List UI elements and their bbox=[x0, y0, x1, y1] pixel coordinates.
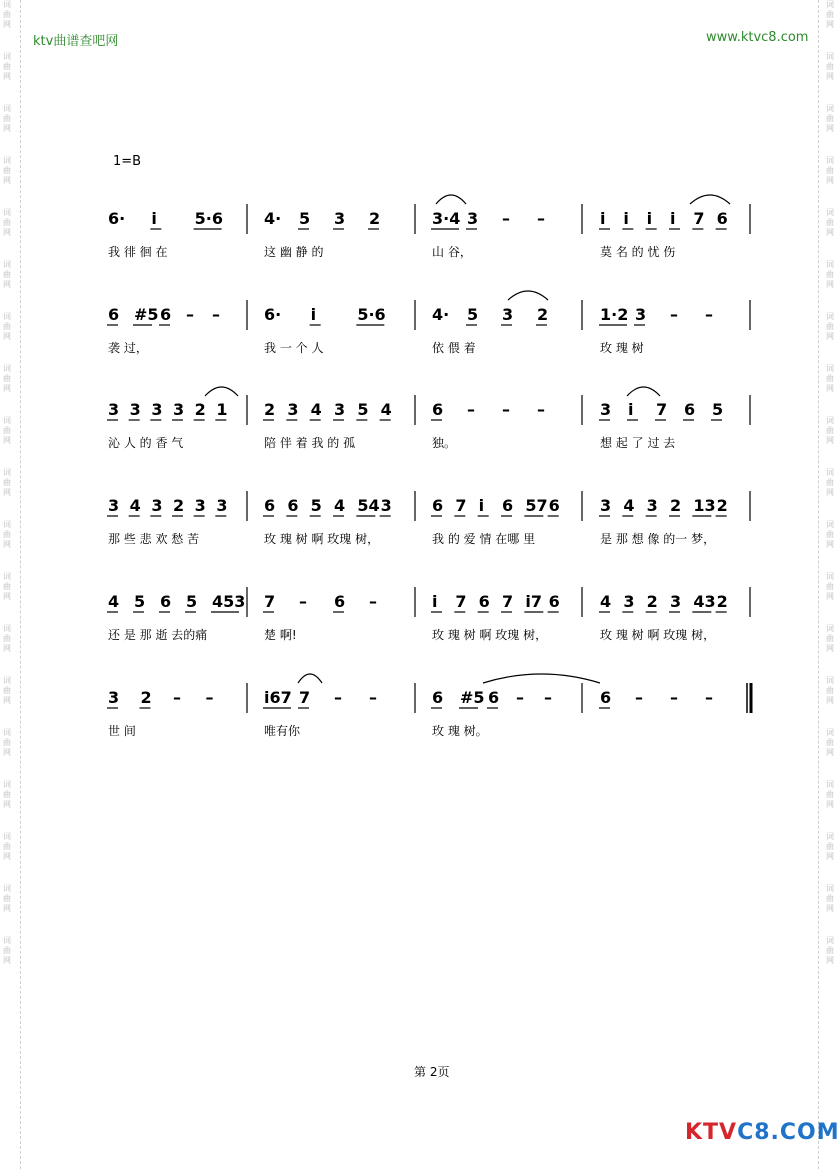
note-token: 7 bbox=[502, 592, 514, 611]
note-token: 2 bbox=[670, 496, 682, 515]
note-token: 3 bbox=[129, 400, 141, 419]
note-token: 3 bbox=[635, 305, 647, 324]
note-token: 4 bbox=[623, 496, 635, 515]
watermark-text: 词曲网 bbox=[3, 312, 11, 341]
note-token: 6 bbox=[548, 592, 560, 611]
note-token: 5 bbox=[134, 592, 146, 611]
note-token: i bbox=[151, 209, 157, 228]
note-token: – bbox=[299, 592, 307, 611]
note-token: – bbox=[186, 305, 194, 324]
lyric-text: 玫 瑰 树 啊 玫瑰 树， bbox=[432, 628, 548, 642]
site-name: ktv曲谱查吧网 bbox=[33, 34, 119, 49]
note-token: 6· bbox=[264, 305, 282, 324]
watermark-text: 词曲网 bbox=[826, 936, 834, 965]
note-token: 2 bbox=[716, 592, 728, 611]
note-token: 4 bbox=[310, 400, 322, 419]
note-token: 6 bbox=[478, 592, 490, 611]
watermark-text: 词曲网 bbox=[3, 728, 11, 757]
watermark-text: 词曲网 bbox=[826, 104, 834, 133]
note-token: – bbox=[369, 592, 377, 611]
lyric-text: 我 一 个 人 bbox=[264, 341, 324, 355]
note-token: 2 bbox=[194, 400, 206, 419]
note-token: – bbox=[334, 688, 342, 707]
lyric-text: 依 偎 着 bbox=[432, 341, 476, 355]
note-token: 5 bbox=[186, 592, 198, 611]
slur-arc bbox=[436, 195, 466, 204]
note-token: 5·6 bbox=[194, 209, 224, 228]
note-token: 3 bbox=[173, 400, 185, 419]
watermark-text: 词曲网 bbox=[826, 624, 834, 653]
note-token: 4 bbox=[334, 496, 346, 515]
note-token: 3 bbox=[108, 400, 120, 419]
ktvc8-logo[interactable] bbox=[685, 1120, 840, 1145]
note-token: i bbox=[478, 496, 485, 515]
watermark-text: 词曲网 bbox=[3, 104, 11, 133]
note-token: 2 bbox=[369, 209, 381, 228]
watermark-text: 词曲网 bbox=[3, 364, 11, 393]
note-token: 6 bbox=[716, 209, 728, 228]
note-token: – bbox=[670, 305, 678, 324]
note-token: 5·6 bbox=[357, 305, 386, 324]
lyric-text: 袭 过， bbox=[108, 341, 148, 355]
watermark-text: 词曲网 bbox=[826, 884, 834, 913]
note-token: i bbox=[310, 305, 317, 324]
watermark-text: 词曲网 bbox=[3, 260, 11, 289]
note-token: 4 bbox=[380, 400, 392, 419]
note-token: 7 bbox=[455, 592, 467, 611]
note-token: – bbox=[537, 209, 545, 228]
note-token: – bbox=[369, 688, 377, 707]
note-token: #5 bbox=[134, 305, 159, 324]
lyric-text: 我 的 爱 情 在哪 里 bbox=[432, 532, 536, 546]
note-token: 3 bbox=[600, 400, 612, 419]
note-token: – bbox=[670, 688, 678, 707]
lyric-text: 想 起 了 过 去 bbox=[600, 436, 676, 450]
note-token: 6 bbox=[334, 592, 346, 611]
lyric-text: 玫 瑰 树 啊 玫瑰 树， bbox=[600, 628, 716, 642]
lyric-text: 是 那 想 像 的一 梦， bbox=[600, 532, 716, 546]
watermark-text: 词曲网 bbox=[3, 156, 11, 185]
note-token: 3 bbox=[108, 688, 120, 707]
note-token: 453 bbox=[212, 592, 246, 611]
note-token: i bbox=[670, 209, 676, 228]
watermark-text: 词曲网 bbox=[3, 832, 11, 861]
watermark-text: 词曲网 bbox=[826, 676, 834, 705]
watermark-text: 词曲网 bbox=[826, 468, 834, 497]
note-token: 6 bbox=[488, 688, 500, 707]
note-token: 4· bbox=[264, 209, 282, 228]
lyric-text: 还 是 那 逝 去的痛 bbox=[108, 628, 208, 642]
note-token: 6 bbox=[432, 688, 444, 707]
watermark-text: 词曲网 bbox=[826, 416, 834, 445]
watermark-text: 词曲网 bbox=[826, 364, 834, 393]
note-token: 6 bbox=[502, 496, 514, 515]
note-token: 2 bbox=[716, 496, 728, 515]
note-token: 6 bbox=[548, 496, 560, 515]
note-token: 6 bbox=[432, 400, 444, 419]
note-token: – bbox=[502, 209, 510, 228]
page-number: 第 2页 bbox=[414, 1065, 450, 1079]
lyric-text: 那 些 悲 欢 愁 苦 bbox=[108, 532, 200, 546]
slur-arc bbox=[483, 674, 600, 683]
watermark-text: 词曲网 bbox=[3, 936, 11, 965]
note-token: 3·4 bbox=[432, 209, 461, 228]
note-token: 2 bbox=[173, 496, 185, 515]
lyric-text: 沁 人 的 香 气 bbox=[108, 436, 184, 450]
note-token: – bbox=[537, 400, 545, 419]
note-token: 5 bbox=[310, 496, 322, 515]
lyric-text: 玫 瑰 树 bbox=[600, 341, 644, 355]
watermark-text: 词曲网 bbox=[3, 780, 11, 809]
lyric-text: 玫 瑰 树。 bbox=[432, 724, 488, 738]
note-token: 1·2 bbox=[600, 305, 629, 324]
note-token: – bbox=[544, 688, 552, 707]
watermark-text: 词曲网 bbox=[826, 520, 834, 549]
slur-arc bbox=[508, 291, 548, 300]
watermark-text: 词曲网 bbox=[826, 780, 834, 809]
note-token: – bbox=[516, 688, 524, 707]
note-token: – bbox=[635, 688, 643, 707]
slur-arc bbox=[690, 195, 730, 204]
watermark-text: 词曲网 bbox=[3, 468, 11, 497]
lyric-text: 山 谷， bbox=[432, 245, 472, 259]
note-token: 4 bbox=[108, 592, 120, 611]
watermark-text: 词曲网 bbox=[826, 52, 834, 81]
note-token: 3 bbox=[502, 305, 514, 324]
slur-arc bbox=[627, 387, 660, 396]
note-token: 5 bbox=[467, 305, 479, 324]
watermark-text: 词曲网 bbox=[826, 156, 834, 185]
note-token: – bbox=[705, 688, 713, 707]
note-token: 7 bbox=[264, 592, 276, 611]
watermark-text: 词曲网 bbox=[3, 624, 11, 653]
note-token: 6 bbox=[600, 688, 612, 707]
watermark-text: 词曲网 bbox=[826, 0, 834, 29]
note-token: i bbox=[623, 209, 629, 228]
note-token: 3 bbox=[623, 592, 635, 611]
note-token: – bbox=[502, 400, 510, 419]
watermark-text: 词曲网 bbox=[3, 676, 11, 705]
watermark-text: 词曲网 bbox=[826, 728, 834, 757]
note-token: 13 bbox=[693, 496, 716, 515]
note-token: 6 bbox=[684, 400, 696, 419]
note-token: i bbox=[646, 209, 653, 228]
note-token: i bbox=[628, 400, 634, 419]
note-token: 2 bbox=[537, 305, 549, 324]
note-token: 2 bbox=[264, 400, 276, 419]
note-token: 2 bbox=[646, 592, 658, 611]
note-token: 3 bbox=[334, 209, 346, 228]
watermark-text: 词曲网 bbox=[3, 52, 11, 81]
slur-arc bbox=[205, 387, 238, 396]
watermark-text: 词曲网 bbox=[3, 416, 11, 445]
key-signature: 1=B bbox=[113, 154, 142, 169]
note-token: 54 bbox=[357, 496, 380, 515]
lyric-text: 唯有你 bbox=[264, 724, 301, 738]
note-token: – bbox=[467, 400, 475, 419]
lyric-text: 这 幽 静 的 bbox=[264, 245, 324, 259]
slur-arc bbox=[298, 674, 322, 683]
lyric-text: 世 间 bbox=[108, 724, 136, 738]
note-token: 3 bbox=[600, 496, 612, 515]
watermark-text: 词曲网 bbox=[826, 260, 834, 289]
note-token: #5 bbox=[460, 688, 485, 707]
note-token: 3 bbox=[467, 209, 479, 228]
note-token: 7 bbox=[299, 688, 311, 707]
note-token: 6 bbox=[160, 592, 172, 611]
note-token: 3 bbox=[151, 400, 163, 419]
note-token: 6· bbox=[108, 209, 126, 228]
note-token: i bbox=[600, 209, 606, 228]
note-token: 6 bbox=[160, 305, 172, 324]
note-token: 3 bbox=[646, 496, 658, 515]
note-token: 4 bbox=[600, 592, 612, 611]
note-token: 7 bbox=[455, 496, 467, 515]
note-token: 3 bbox=[334, 400, 346, 419]
note-token: 2 bbox=[140, 688, 152, 707]
note-token: 5 bbox=[712, 400, 724, 419]
note-token: 3 bbox=[151, 496, 163, 515]
watermark-text: 词曲网 bbox=[3, 0, 11, 29]
watermark-text: 词曲网 bbox=[3, 572, 11, 601]
note-token: 4 bbox=[129, 496, 141, 515]
note-token: 6 bbox=[432, 496, 444, 515]
watermark-text: 词曲网 bbox=[3, 520, 11, 549]
note-token: i bbox=[432, 592, 438, 611]
watermark-text: 词曲网 bbox=[826, 832, 834, 861]
note-token: 5 bbox=[357, 400, 369, 419]
note-token: – bbox=[173, 688, 181, 707]
note-token: 43 bbox=[693, 592, 716, 611]
watermark-text: 词曲网 bbox=[826, 572, 834, 601]
watermark-text: 词曲网 bbox=[3, 884, 11, 913]
logo-c8: C8.COM bbox=[737, 1120, 840, 1145]
lyric-text: 楚 啊! bbox=[264, 628, 297, 642]
note-token: – bbox=[205, 688, 214, 707]
lyric-text: 独。 bbox=[432, 436, 457, 450]
note-token: 3 bbox=[670, 592, 682, 611]
note-token: 57 bbox=[525, 496, 548, 515]
note-token: 6 bbox=[287, 496, 299, 515]
note-token: 7 bbox=[656, 400, 668, 419]
note-token: 7 bbox=[693, 209, 705, 228]
site-url[interactable]: www.ktvc8.com bbox=[706, 30, 809, 45]
note-token: 1 bbox=[216, 400, 228, 419]
note-token: 3 bbox=[108, 496, 120, 515]
logo-ktv: KTV bbox=[685, 1120, 738, 1145]
note-token: i67 bbox=[264, 688, 292, 707]
lyric-text: 玫 瑰 树 啊 玫瑰 树， bbox=[264, 532, 380, 546]
watermark-text: 词曲网 bbox=[3, 208, 11, 237]
note-token: i7 bbox=[525, 592, 542, 611]
note-token: 3 bbox=[194, 496, 206, 515]
note-token: – bbox=[705, 305, 713, 324]
note-token: 5 bbox=[299, 209, 311, 228]
note-token: 3 bbox=[216, 496, 228, 515]
lyric-text: 我 徘 徊 在 bbox=[108, 245, 168, 259]
note-token: 4· bbox=[432, 305, 450, 324]
note-token: 3 bbox=[380, 496, 392, 515]
watermark-text: 词曲网 bbox=[826, 312, 834, 341]
note-token: 6 bbox=[108, 305, 120, 324]
watermark-text: 词曲网 bbox=[826, 208, 834, 237]
lyric-text: 莫 名 的 忧 伤 bbox=[600, 245, 676, 259]
lyric-text: 陪 伴 着 我 的 孤 bbox=[264, 436, 356, 450]
note-token: – bbox=[212, 305, 220, 324]
note-token: 3 bbox=[287, 400, 299, 419]
note-token: 6 bbox=[264, 496, 276, 515]
